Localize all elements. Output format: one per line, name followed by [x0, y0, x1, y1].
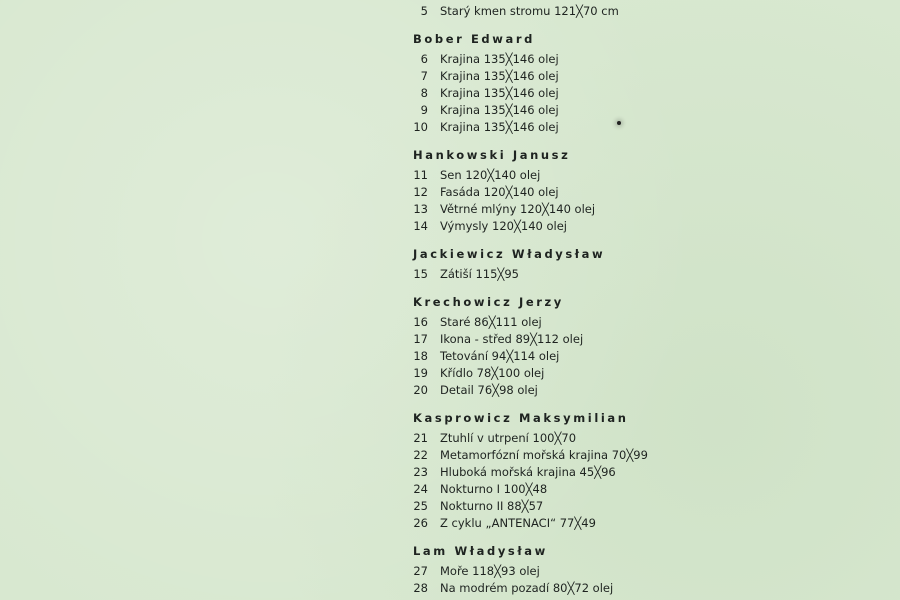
artist-name: Jackiewicz Władysław [413, 247, 606, 261]
item-number: 24 [413, 482, 428, 496]
item-number: 9 [420, 103, 428, 117]
item-number: 15 [413, 267, 428, 281]
catalogue-item [404, 218, 884, 235]
artist-section [404, 293, 884, 399]
artist-name: Hankowski Janusz [413, 148, 571, 162]
item-title: Moře 118╳93 olej [440, 564, 540, 578]
item-number: 16 [413, 315, 428, 329]
catalogue-item [404, 348, 884, 365]
artist-name: Lam Władysław [413, 544, 548, 558]
item-number: 17 [413, 332, 428, 346]
item-number: 5 [420, 4, 428, 18]
catalogue-item [404, 430, 884, 447]
catalogue-item [404, 266, 884, 283]
catalogue-item [404, 580, 884, 597]
item-title: Větrné mlýny 120╳140 olej [440, 202, 596, 216]
catalogue-item [404, 382, 884, 399]
catalogue-item [404, 51, 884, 68]
item-title: Nokturno I 100╳48 [440, 482, 548, 496]
item-title: Fasáda 120╳140 olej [440, 185, 559, 199]
artist-name: Kasprowicz Maksymilian [413, 411, 629, 425]
item-number: 14 [413, 219, 428, 233]
catalogue-item [404, 201, 884, 218]
item-number: 25 [413, 499, 428, 513]
item-title: Krajina 135╳146 olej [440, 120, 559, 134]
item-number: 19 [413, 366, 428, 380]
item-title: Ztuhlí v utrpení 100╳70 [440, 431, 577, 445]
item-number: 20 [413, 383, 428, 397]
item-title: Starý kmen stromu 121╳70 cm [440, 4, 619, 18]
item-title: Staré 86╳111 olej [440, 315, 542, 329]
catalogue-item [404, 498, 884, 515]
item-number: 28 [413, 581, 428, 595]
item-title: Tetování 94╳114 olej [440, 349, 560, 363]
artist-section [404, 146, 884, 235]
item-number: 11 [413, 168, 428, 182]
item-title: Hluboká mořská krajina 45╳96 [440, 465, 616, 479]
catalogue-item [404, 314, 884, 331]
item-number: 27 [413, 564, 428, 578]
item-number: 12 [413, 185, 428, 199]
catalogue-item [404, 331, 884, 348]
catalogue-item [404, 68, 884, 85]
item-title: Krajina 135╳146 olej [440, 52, 559, 66]
catalogue-item [404, 3, 884, 20]
item-number: 6 [420, 52, 428, 66]
item-title: Výmysly 120╳140 olej [440, 219, 567, 233]
catalogue-item [404, 85, 884, 102]
item-title: Krajina 135╳146 olej [440, 69, 559, 83]
item-title: Zátiší 115╳95 [440, 267, 519, 281]
catalogue-item [404, 365, 884, 382]
item-title: Metamorfózní mořská krajina 70╳99 [440, 448, 648, 462]
item-number: 10 [413, 120, 428, 134]
item-title: Ikona - střed 89╳112 olej [440, 332, 584, 346]
item-title: Z cyklu „ANTENACI“ 77╳49 [440, 516, 596, 530]
item-title: Sen 120╳140 olej [440, 168, 541, 182]
item-number: 21 [413, 431, 428, 445]
artist-section [404, 542, 884, 597]
artist-section [404, 30, 884, 136]
item-title: Nokturno II 88╳57 [440, 499, 544, 513]
item-title: Na modrém pozadí 80╳72 olej [440, 581, 614, 595]
artist-name: Bober Edward [413, 32, 535, 46]
item-title: Krajina 135╳146 olej [440, 86, 559, 100]
artist-name: Krechowicz Jerzy [413, 295, 564, 309]
item-number: 26 [413, 516, 428, 530]
item-number: 18 [413, 349, 428, 363]
catalogue-item [404, 481, 884, 498]
item-number: 7 [420, 69, 428, 83]
catalogue-item [404, 515, 884, 532]
item-title: Krajina 135╳146 olej [440, 103, 559, 117]
catalogue-item [404, 563, 884, 580]
artist-section [404, 409, 884, 532]
item-title: Křídlo 78╳100 olej [440, 366, 545, 380]
item-number: 8 [420, 86, 428, 100]
item-number: 22 [413, 448, 428, 462]
item-number: 13 [413, 202, 428, 216]
catalogue-item [404, 464, 884, 481]
catalogue-item [404, 102, 884, 119]
catalogue-item [404, 447, 884, 464]
catalogue-item [404, 167, 884, 184]
catalogue-item [404, 119, 884, 136]
catalogue-item [404, 184, 884, 201]
item-number: 23 [413, 465, 428, 479]
catalogue-list [404, 3, 884, 597]
item-title: Detail 76╳98 olej [440, 383, 538, 397]
artist-section [404, 245, 884, 283]
